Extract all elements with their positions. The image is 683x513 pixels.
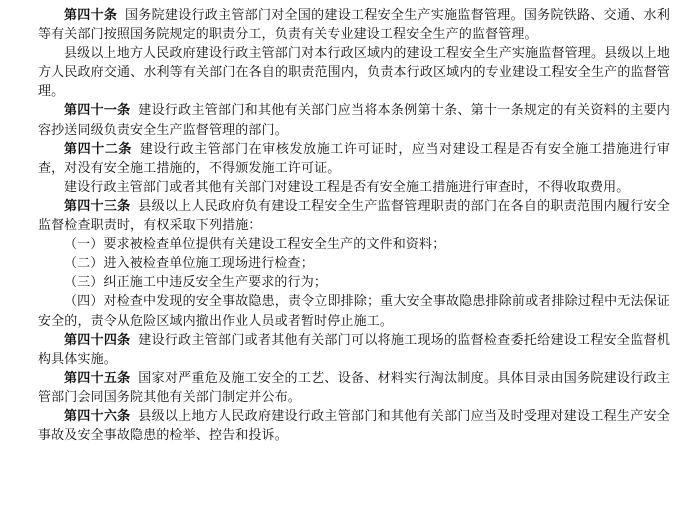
article-43-text-1: 县级以上人民政府负有建设工程安全生产监督管理职责的部门在各自的职责范围内履行安全监督检查职责时，有权采取下列措施：: [38, 198, 670, 234]
article-46-text-1: 县级以上地方人民政府建设行政主管部门和其他有关部门应当及时受理对建设工程生产安全事故及安全事故隐患的检举、控告和投诉。: [38, 408, 670, 444]
article-43-item-1-text: （一）要求被检查单位提供有关建设工程安全生产的文件和资料；: [64, 237, 446, 253]
article-43-item-3: [38, 273, 670, 292]
article-43-item-3-text: （三）纠正施工中违反安全生产要求的行为；: [64, 275, 328, 291]
article-44-text-1: 建设行政主管部门或者其他有关部门可以将施工现场的监督检查委托给建设工程安全监督机构具体实施。: [38, 332, 670, 367]
article-43-label: 第四十三条: [64, 198, 131, 214]
article-42-label: 第四十二条: [64, 141, 133, 157]
article-43-item-2: [38, 254, 670, 273]
article-43-paragraph-1: [38, 197, 670, 235]
article-40-paragraph-1: [38, 6, 670, 44]
article-46-paragraph-1: [38, 407, 670, 445]
document-page: [38, 6, 670, 445]
article-41-text-1: 建设行政主管部门和其他有关部门应当将本条例第十条、第十一条规定的有关资料的主要内容抄送同级负责安全生产监督管理的部门。: [38, 103, 670, 138]
article-42-text-2: 建设行政主管部门或者其他有关部门对建设工程是否有安全施工措施进行审查时，不得收取费用。: [64, 179, 630, 195]
article-41-label: 第四十一条: [64, 103, 131, 119]
article-43-item-4-text: （四）对检查中发现的安全事故隐患，责令立即排除；重大安全事故隐患排除前或者排除过程中无法保证安全的，责令从危险区域内撤出作业人员或者暂时停止施工。: [38, 294, 670, 329]
article-40-paragraph-2: [38, 44, 670, 101]
article-45-text-1: 国家对严重危及施工安全的工艺、设备、材料实行淘汰制度。具体目录由国务院建设行政主管部门会同国务院其他有关部门制定并公布。: [38, 370, 670, 405]
article-40-text-2: 县级以上地方人民政府建设行政主管部门对本行政区域内的建设工程安全生产实施监督管理。县级以上地方人民政府交通、水利等有关部门在各自的职责范围内，负责本行政区域内的专业建设工程安全生产的监督管理。: [38, 46, 670, 100]
article-42-text-1: 建设行政主管部门在审核发放施工许可证时，应当对建设工程是否有安全施工措施进行审查，对没有安全施工措施的，不得颁发施工许可证。: [38, 141, 670, 176]
article-43-item-1: [38, 235, 670, 254]
article-42-paragraph-1: [38, 140, 670, 178]
article-43-item-4: [38, 292, 670, 330]
article-44-label: 第四十四条: [64, 332, 131, 348]
article-41-paragraph-1: [38, 101, 670, 139]
article-40-text-1: 国务院建设行政主管部门对全国的建设工程安全生产实施监督管理。国务院铁路、交通、水利等有关部门按照国务院规定的职责分工，负责有关专业建设工程安全生产的监督管理。: [38, 8, 670, 43]
article-40-label: 第四十条: [64, 8, 118, 23]
article-45-label: 第四十五条: [64, 370, 131, 386]
article-43-item-2-text: （二）进入被检查单位施工现场进行检查；: [64, 256, 314, 272]
article-42-paragraph-2: [38, 178, 670, 197]
article-46-label: 第四十六条: [64, 408, 131, 424]
article-45-paragraph-1: [38, 369, 670, 407]
article-44-paragraph-1: [38, 331, 670, 369]
